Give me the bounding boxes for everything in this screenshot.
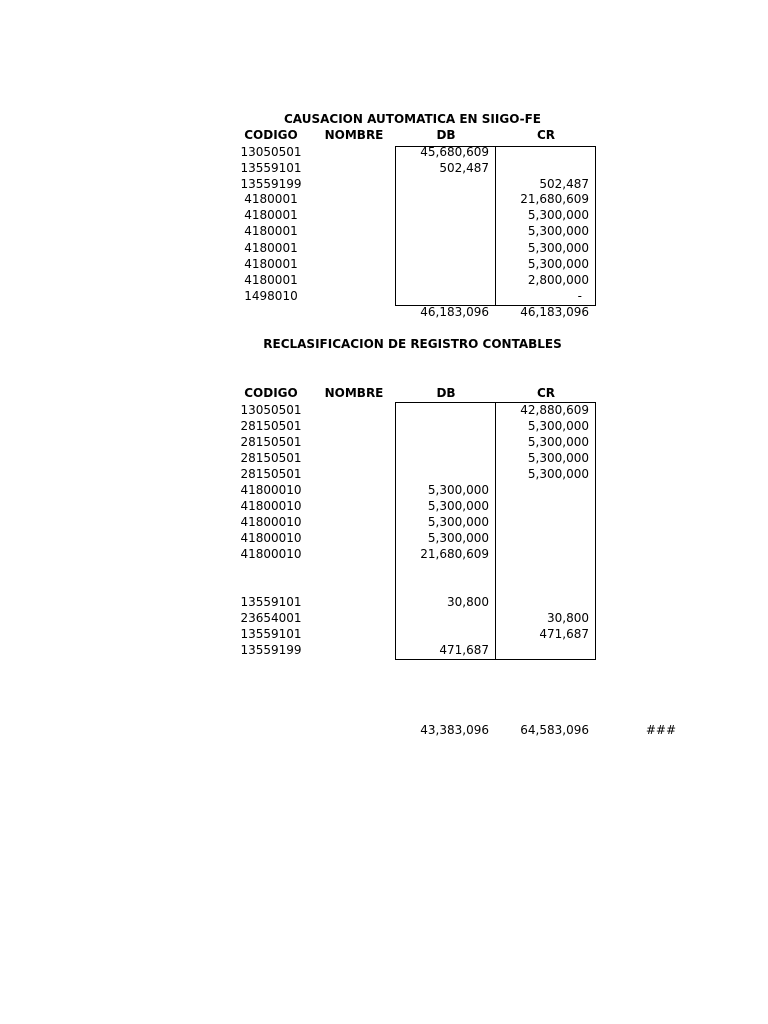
row-codigo: 4180001 [244, 257, 298, 271]
row-cr: 5,300,000 [527, 241, 589, 255]
row-db: 5,300,000 [427, 499, 489, 513]
row-cr: 30,800 [547, 611, 589, 625]
row-cr: 2,800,000 [527, 273, 589, 287]
row-codigo: 4180001 [244, 208, 298, 222]
row-cr: 5,300,000 [527, 224, 589, 238]
row-codigo: 4180001 [244, 241, 298, 255]
row-codigo: 13559199 [240, 643, 302, 657]
row-cr: 42,880,609 [520, 403, 589, 417]
row-codigo: 41800010 [240, 499, 302, 513]
row-codigo: 41800010 [240, 531, 302, 545]
row-codigo: 4180001 [244, 273, 298, 287]
section1-header-db: DB [436, 128, 456, 142]
section1-total-cr: 46,183,096 [520, 305, 589, 319]
row-codigo: 13050501 [240, 403, 302, 417]
row-db: 30,800 [447, 595, 489, 609]
section2-header-db: DB [436, 386, 456, 400]
row-codigo: 13559101 [240, 627, 302, 641]
row-cr: - [577, 289, 582, 303]
row-db: 45,680,609 [420, 145, 489, 159]
section2-header-codigo: CODIGO [244, 386, 298, 400]
row-codigo: 23654001 [240, 611, 302, 625]
row-db: 502,487 [439, 161, 489, 175]
row-cr: 5,300,000 [527, 451, 589, 465]
overflow-cell: ### [645, 723, 676, 737]
row-codigo: 28150501 [240, 419, 302, 433]
row-codigo: 13559199 [240, 177, 302, 191]
row-codigo: 41800010 [240, 547, 302, 561]
row-codigo: 28150501 [240, 451, 302, 465]
row-db: 21,680,609 [420, 547, 489, 561]
row-cr: 5,300,000 [527, 257, 589, 271]
row-cr: 5,300,000 [527, 419, 589, 433]
row-codigo: 13559101 [240, 161, 302, 175]
row-cr: 5,300,000 [527, 467, 589, 481]
row-codigo: 13050501 [240, 145, 302, 159]
row-cr: 21,680,609 [520, 192, 589, 206]
row-cr: 5,300,000 [527, 435, 589, 449]
row-codigo: 28150501 [240, 435, 302, 449]
row-db: 5,300,000 [427, 515, 489, 529]
section1-header-codigo: CODIGO [244, 128, 298, 142]
section1-total-db: 46,183,096 [420, 305, 489, 319]
row-codigo: 41800010 [240, 515, 302, 529]
row-cr: 471,687 [539, 627, 589, 641]
row-cr: 5,300,000 [527, 208, 589, 222]
section2-header-cr: CR [536, 386, 556, 400]
row-codigo: 4180001 [244, 224, 298, 238]
section2-title: RECLASIFICACION DE REGISTRO CONTABLES [263, 337, 562, 351]
row-db: 5,300,000 [427, 531, 489, 545]
row-codigo: 41800010 [240, 483, 302, 497]
row-codigo: 4180001 [244, 192, 298, 206]
section1-header-cr: CR [536, 128, 556, 142]
row-codigo: 13559101 [240, 595, 302, 609]
section2-total-cr: 64,583,096 [520, 723, 589, 737]
row-codigo: 28150501 [240, 467, 302, 481]
section1-header-nombre: NOMBRE [324, 128, 384, 142]
row-db: 471,687 [439, 643, 489, 657]
section1-title: CAUSACION AUTOMATICA EN SIIGO-FE [284, 112, 541, 126]
row-cr: 502,487 [539, 177, 589, 191]
row-db: 5,300,000 [427, 483, 489, 497]
section2-total-db: 43,383,096 [420, 723, 489, 737]
section2-header-nombre: NOMBRE [324, 386, 384, 400]
row-codigo: 1498010 [244, 289, 298, 303]
